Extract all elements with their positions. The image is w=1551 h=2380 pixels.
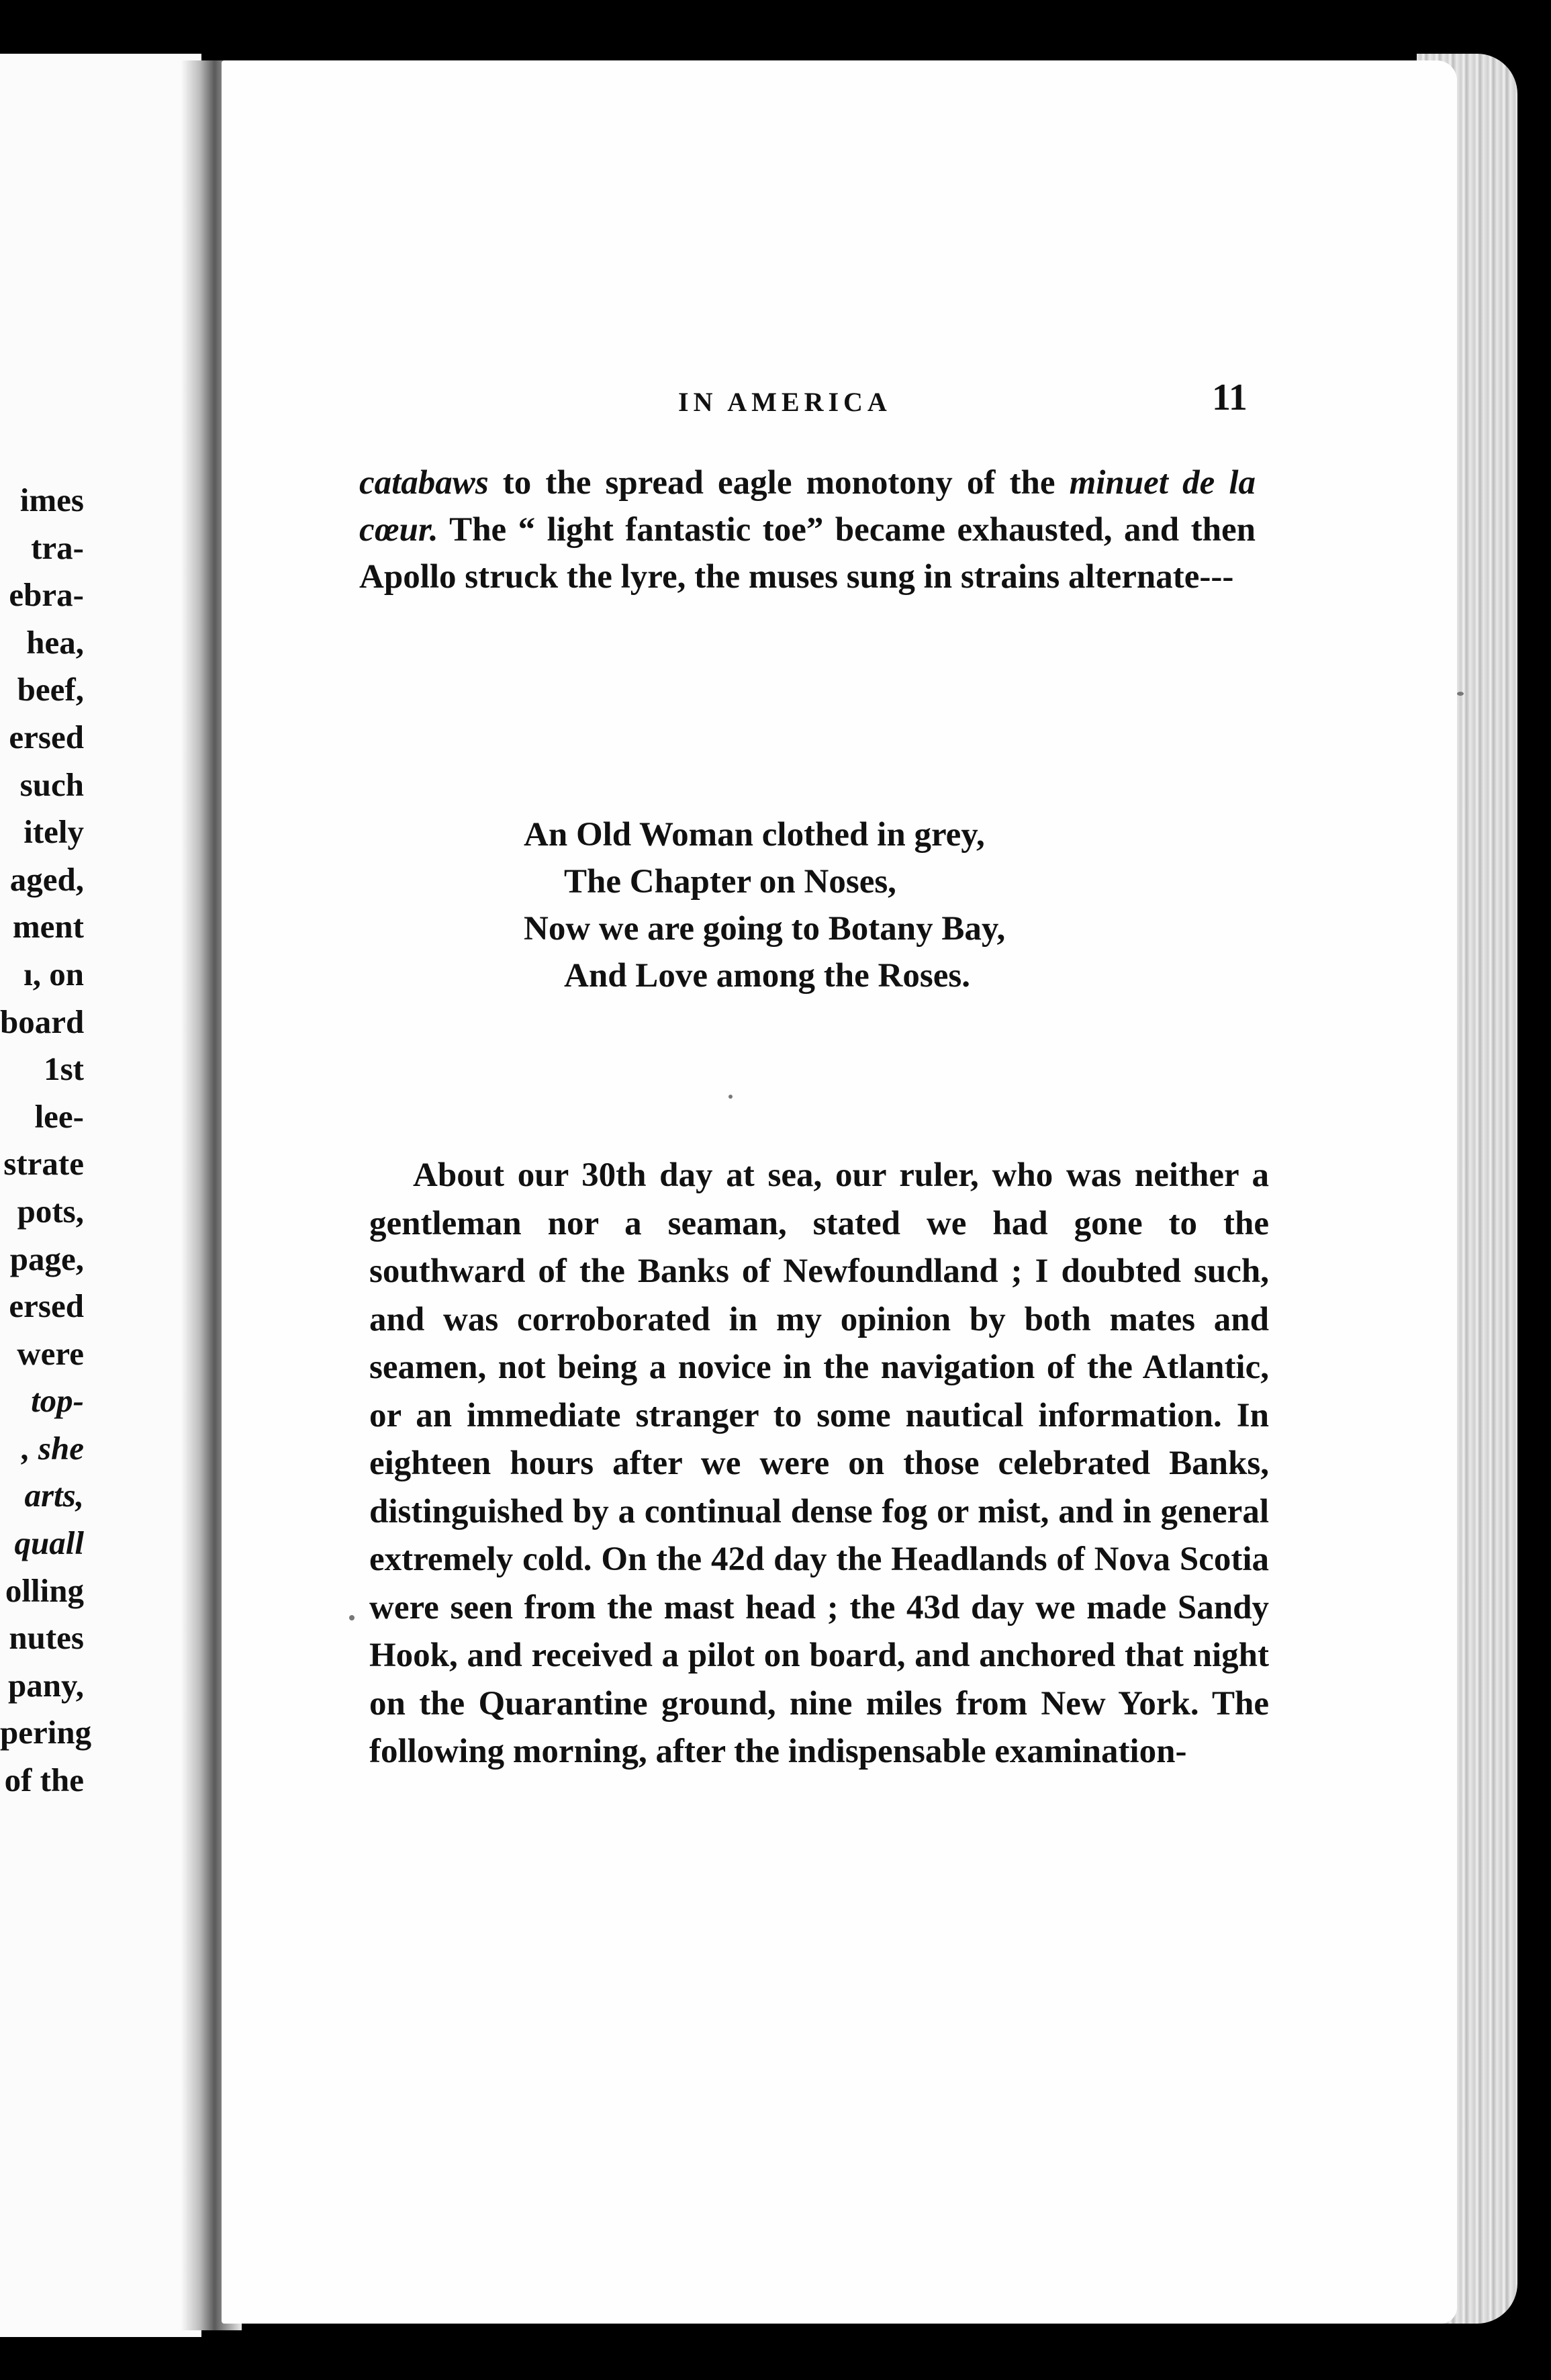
paragraph-text: The “ light fantastic toe” became exhausted, and then Apollo struck the lyre, the muses sung in strains alternate---	[359, 511, 1256, 596]
paper-speck	[728, 1095, 733, 1099]
paragraph-text: About our 30th day at sea, our ruler, who was neither a gentleman nor a seaman, stated we had gone to the southward of the Banks of Newfoundland ; I doubted such, and was corroborated in my opinion by both mates and seamen, not being a novice in the navigation of the Atlantic, or an immediate stranger to some nautical information. In eighteen hours after we were on those celebrated Banks, distinguished by a continual dense fog or mist, and in general extremely cold. On the 42d day the Headlands of Nova Scotia were seen from the mast head ; the 43d day we made Sandy Hook, and received a pilot on board, and anchored that night on the Quarantine ground, nine miles from New York. The following morning, after the indispensable examination-	[369, 1156, 1269, 1770]
left-line: hea,	[26, 623, 84, 661]
verse-line: An Old Woman clothed in grey,	[524, 816, 985, 854]
left-line: lee-	[34, 1097, 84, 1135]
left-line: pots,	[17, 1192, 84, 1230]
paragraph-main	[369, 1152, 1269, 1776]
italic-word: catabaws	[359, 464, 489, 502]
left-line: board	[0, 1003, 85, 1040]
page-number: 11	[1212, 377, 1248, 418]
left-line: nutes	[9, 1619, 84, 1657]
left-line: aged,	[9, 860, 84, 898]
left-line: pany,	[7, 1666, 84, 1704]
left-line: itely	[23, 813, 84, 851]
left-facing-page	[0, 54, 201, 2337]
left-line: imes	[19, 482, 84, 518]
left-line: ı, on	[23, 955, 84, 993]
paragraph-opening	[359, 459, 1256, 600]
left-page-line-fragments	[0, 477, 92, 1804]
left-line: ebra-	[9, 576, 84, 614]
left-line: of the	[4, 1761, 84, 1799]
verse-line: And Love among the Roses.	[564, 957, 970, 995]
left-line: were	[17, 1334, 84, 1372]
running-head: IN AMERICA	[678, 387, 892, 417]
verse-line: Now we are going to Botany Bay,	[524, 910, 1006, 948]
paper-speck	[1457, 692, 1464, 696]
left-line: ment	[12, 908, 84, 946]
left-line: ersed	[9, 718, 84, 756]
left-line: beef,	[17, 671, 84, 708]
left-line: such	[19, 766, 84, 803]
verse-block	[524, 811, 1005, 999]
paper-speck	[349, 1615, 355, 1620]
left-line: pering	[0, 1714, 92, 1751]
left-line: top-	[31, 1382, 84, 1420]
left-line: olling	[5, 1571, 84, 1609]
left-line: ersed	[9, 1287, 84, 1325]
left-line: strate	[3, 1145, 84, 1183]
left-line: page,	[9, 1240, 84, 1277]
left-line: 1st	[44, 1050, 84, 1088]
italic-phrase: minuet de la cœur.	[359, 464, 1256, 549]
left-line: tra-	[31, 529, 84, 566]
left-line: , she	[21, 1429, 84, 1467]
left-line: quall	[14, 1524, 84, 1562]
paragraph-text: to the spread eagle monotony of the	[488, 464, 1070, 502]
left-line: arts,	[24, 1477, 84, 1514]
verse-line: The Chapter on Noses,	[564, 863, 896, 901]
